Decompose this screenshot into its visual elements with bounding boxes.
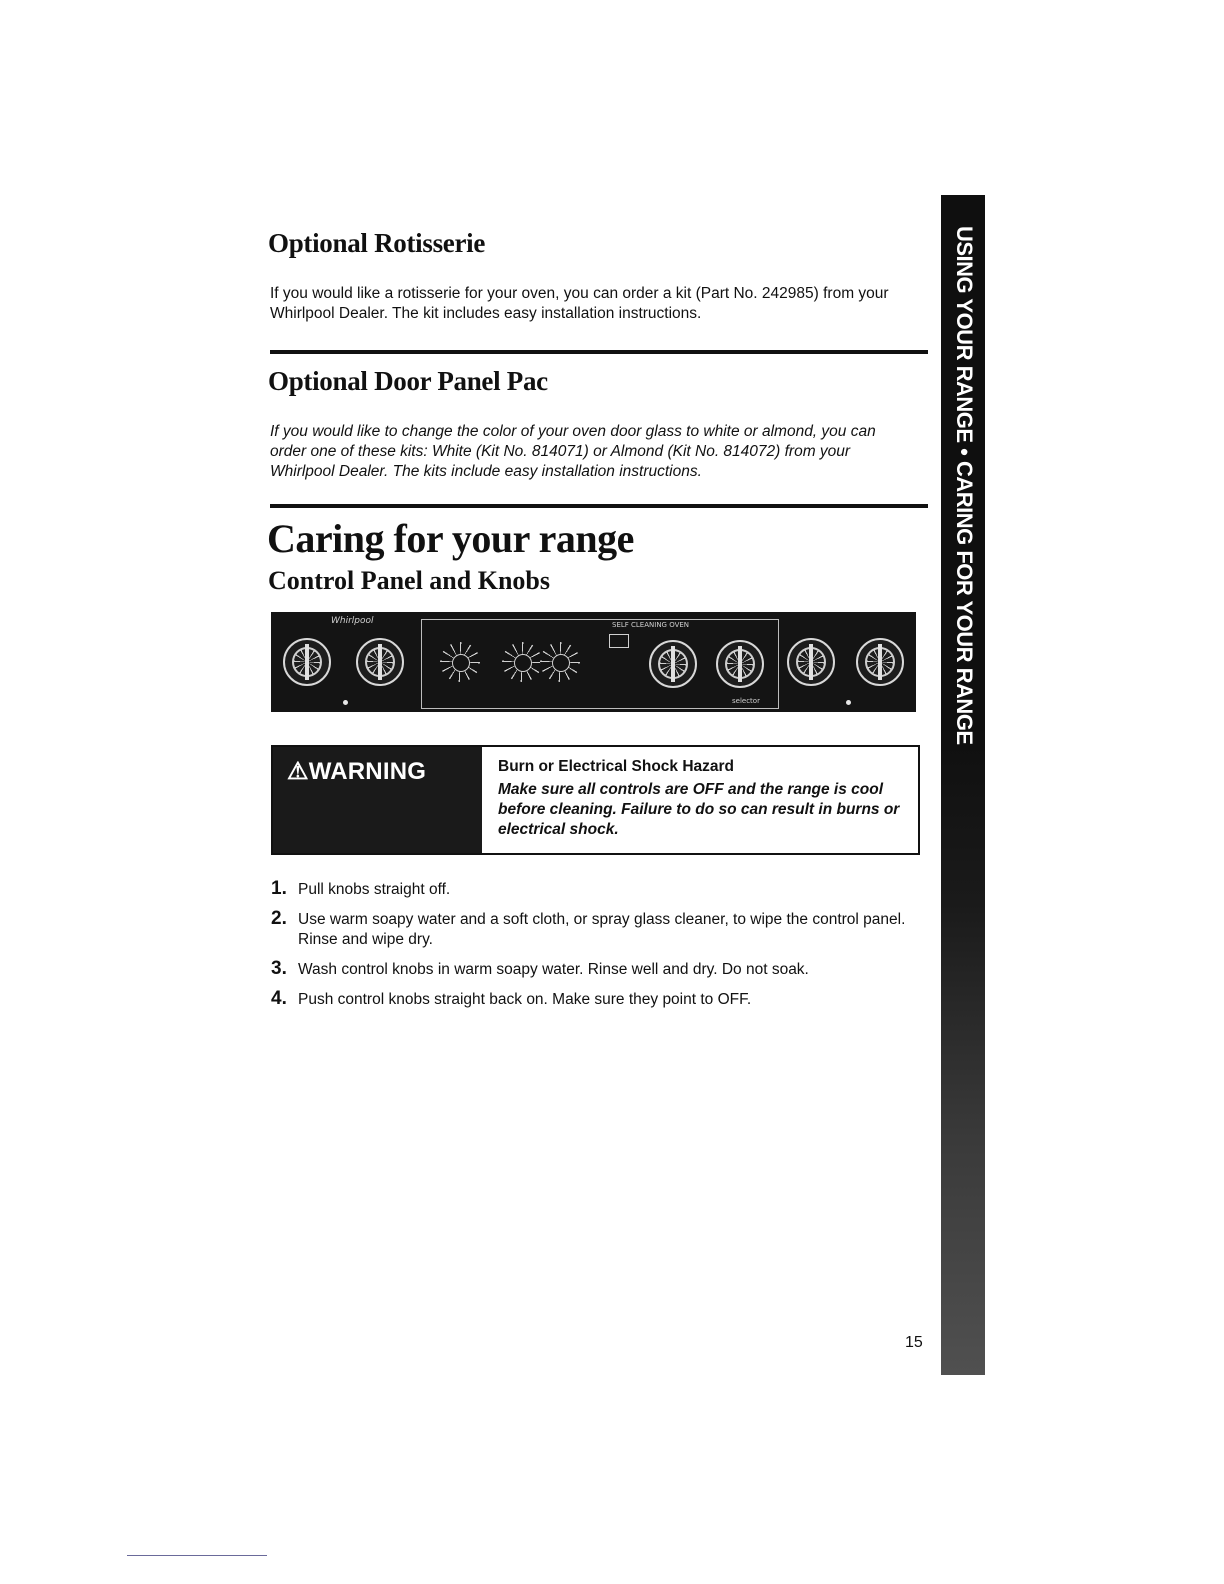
side-tab-label: USING YOUR RANGE • CARING FOR YOUR RANGE [952, 226, 977, 745]
surface-knob-icon [283, 638, 331, 686]
step-number: 2. [271, 908, 287, 929]
section-divider [270, 350, 928, 354]
door-panel-text: If you would like to change the color of your oven door glass to white or almond, you can order one of these kits: White (Kit No. 814071) or Almond (Kit No. 814072) from your Whirlpool Dealer. The kits include easy installation instructions. [270, 423, 876, 480]
section-subtitle: Control Panel and Knobs [268, 566, 550, 595]
control-panel-illustration [271, 612, 916, 712]
rotisserie-text: If you would like a rotisserie for your oven, you can order a kit (Part No. 242985) from your Whirlpool Dealer. The kit includes easy installation instructions. [270, 285, 889, 322]
indicator-light-icon [343, 700, 348, 705]
clock-timer-frame [421, 619, 779, 709]
section-divider [270, 504, 928, 508]
step-number: 1. [271, 878, 287, 899]
warning-box [271, 745, 920, 855]
selector-label: selector [732, 697, 760, 705]
step-text: Use warm soapy water and a soft cloth, or spray glass cleaner, to wipe the control panel. Rinse and wipe dry. [298, 911, 906, 948]
surface-knob-icon [856, 638, 904, 686]
surface-knob-icon [356, 638, 404, 686]
lock-indicator-icon [609, 634, 629, 648]
brand-logo: Whirlpool [331, 616, 374, 626]
step-number: 4. [271, 988, 287, 1009]
step-number: 3. [271, 958, 287, 979]
step-text: Wash control knobs in warm soapy water. Rinse well and dry. Do not soak. [298, 961, 809, 978]
step-text: Pull knobs straight off. [298, 881, 451, 898]
warning-text: Make sure all controls are OFF and the range is cool before cleaning. Failure to do so can result in burns or electrical shock. [498, 781, 900, 838]
step-text: Push control knobs straight back on. Make sure they point to OFF. [298, 991, 752, 1008]
footer-line [127, 1555, 267, 1556]
surface-knob-icon [787, 638, 835, 686]
selector-knob-icon [716, 640, 764, 688]
clock-icon [440, 642, 480, 682]
self-clean-label: SELF CLEANING OVEN [612, 621, 690, 629]
page-title: Caring for your range [267, 516, 634, 561]
timer-icon [502, 642, 542, 682]
warning-label: ⚠WARNING [287, 758, 427, 785]
warning-title: Burn or Electrical Shock Hazard [498, 758, 735, 775]
indicator-light-icon [846, 700, 851, 705]
rotisserie-heading: Optional Rotisserie [268, 228, 486, 258]
page-number: 15 [905, 1334, 923, 1351]
oven-knob-icon [649, 640, 697, 688]
timer-icon [540, 642, 580, 682]
warning-label-box [273, 747, 482, 853]
door-panel-heading: Optional Door Panel Pac [268, 366, 548, 396]
